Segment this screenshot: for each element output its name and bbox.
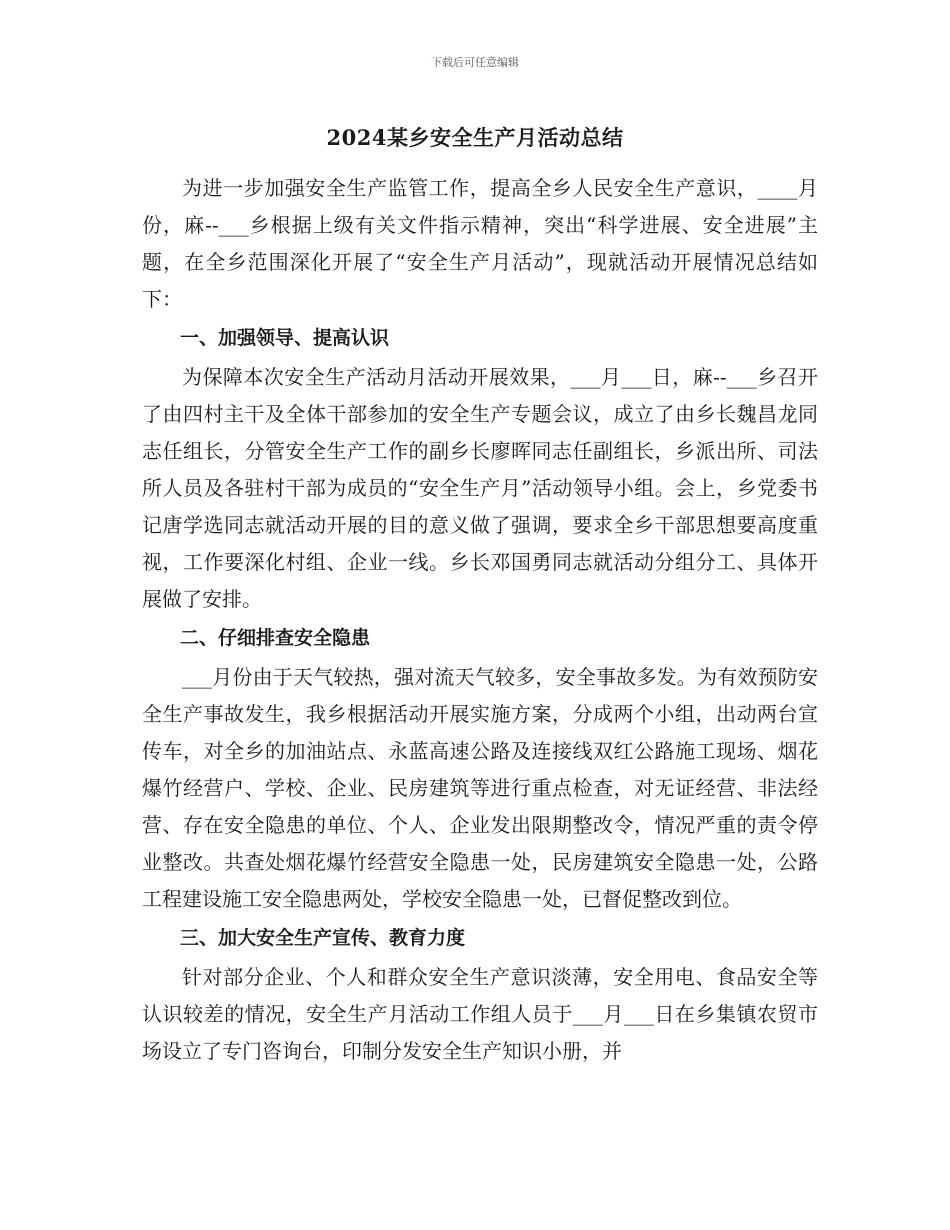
section-paragraph-2: ___月份由于天气较热，强对流天气较多，安全事故多发。为有效预防安全生产事故发生，我乡根据活动开展实施方案，分成两个小组，出动两台宣传车，对全乡的加油站点、永蓝高速公路及连接线双红公路施工现场、烟花爆竹经营户、学校、企业、民房建筑等进行重点检查，对无证经营、非法经营、存在安全隐患的单位、个人、企业发出限期整改令，情况严重的责令停业整改。共查处烟花爆竹经营安全隐患一处，民房建筑安全隐患一处，公路工程建设施工安全隐患两处，学校安全隐患一处，已督促整改到位。 — [142, 665, 818, 911]
section-heading-3: 三、加大安全生产宣传、教育力度 — [180, 927, 466, 949]
header-note: 下载后可任意编辑 — [431, 56, 519, 69]
section-paragraph-3: 针对部分企业、个人和群众安全生产意识淡薄，安全用电、食品安全等认识较差的情况，安全生产月活动工作组人员于___月___日在乡集镇农贸市场设立了专门咨询台，印制分发安全生产知识小册，并 — [142, 965, 818, 1063]
section-heading-2: 二、仔细排查安全隐患 — [180, 627, 371, 649]
section-heading-1: 一、加强领导、提高认识 — [180, 327, 390, 349]
section-paragraph-1: 为保障本次安全生产活动月活动开展效果，___月___日，麻--___乡召开了由四村主干及全体干部参加的安全生产专题会议，成立了由乡长魏昌龙同志任组长，分管安全生产工作的副乡长廖晖同志任副组长，乡派出所、司法所人员及各驻村干部为成员的“安全生产月”活动领导小组。会上，乡党委书记唐学选同志就活动开展的目的意义做了强调，要求全乡干部思想要高度重视，工作要深化村组、企业一线。乡长邓国勇同志就活动分组分工、具体开展做了安排。 — [142, 365, 818, 611]
document-title: 2024某乡安全生产月活动总结 — [326, 125, 624, 150]
intro-paragraph: 为进一步加强安全生产监管工作，提高全乡人民安全生产意识，____月份，麻--___乡根据上级有关文件指示精神，突出“科学进展、安全进展”主题，在全乡范围深化开展了“安全生产月活动”，现就活动开展情况总结如下： — [142, 176, 818, 311]
document-body — [142, 170, 818, 1070]
